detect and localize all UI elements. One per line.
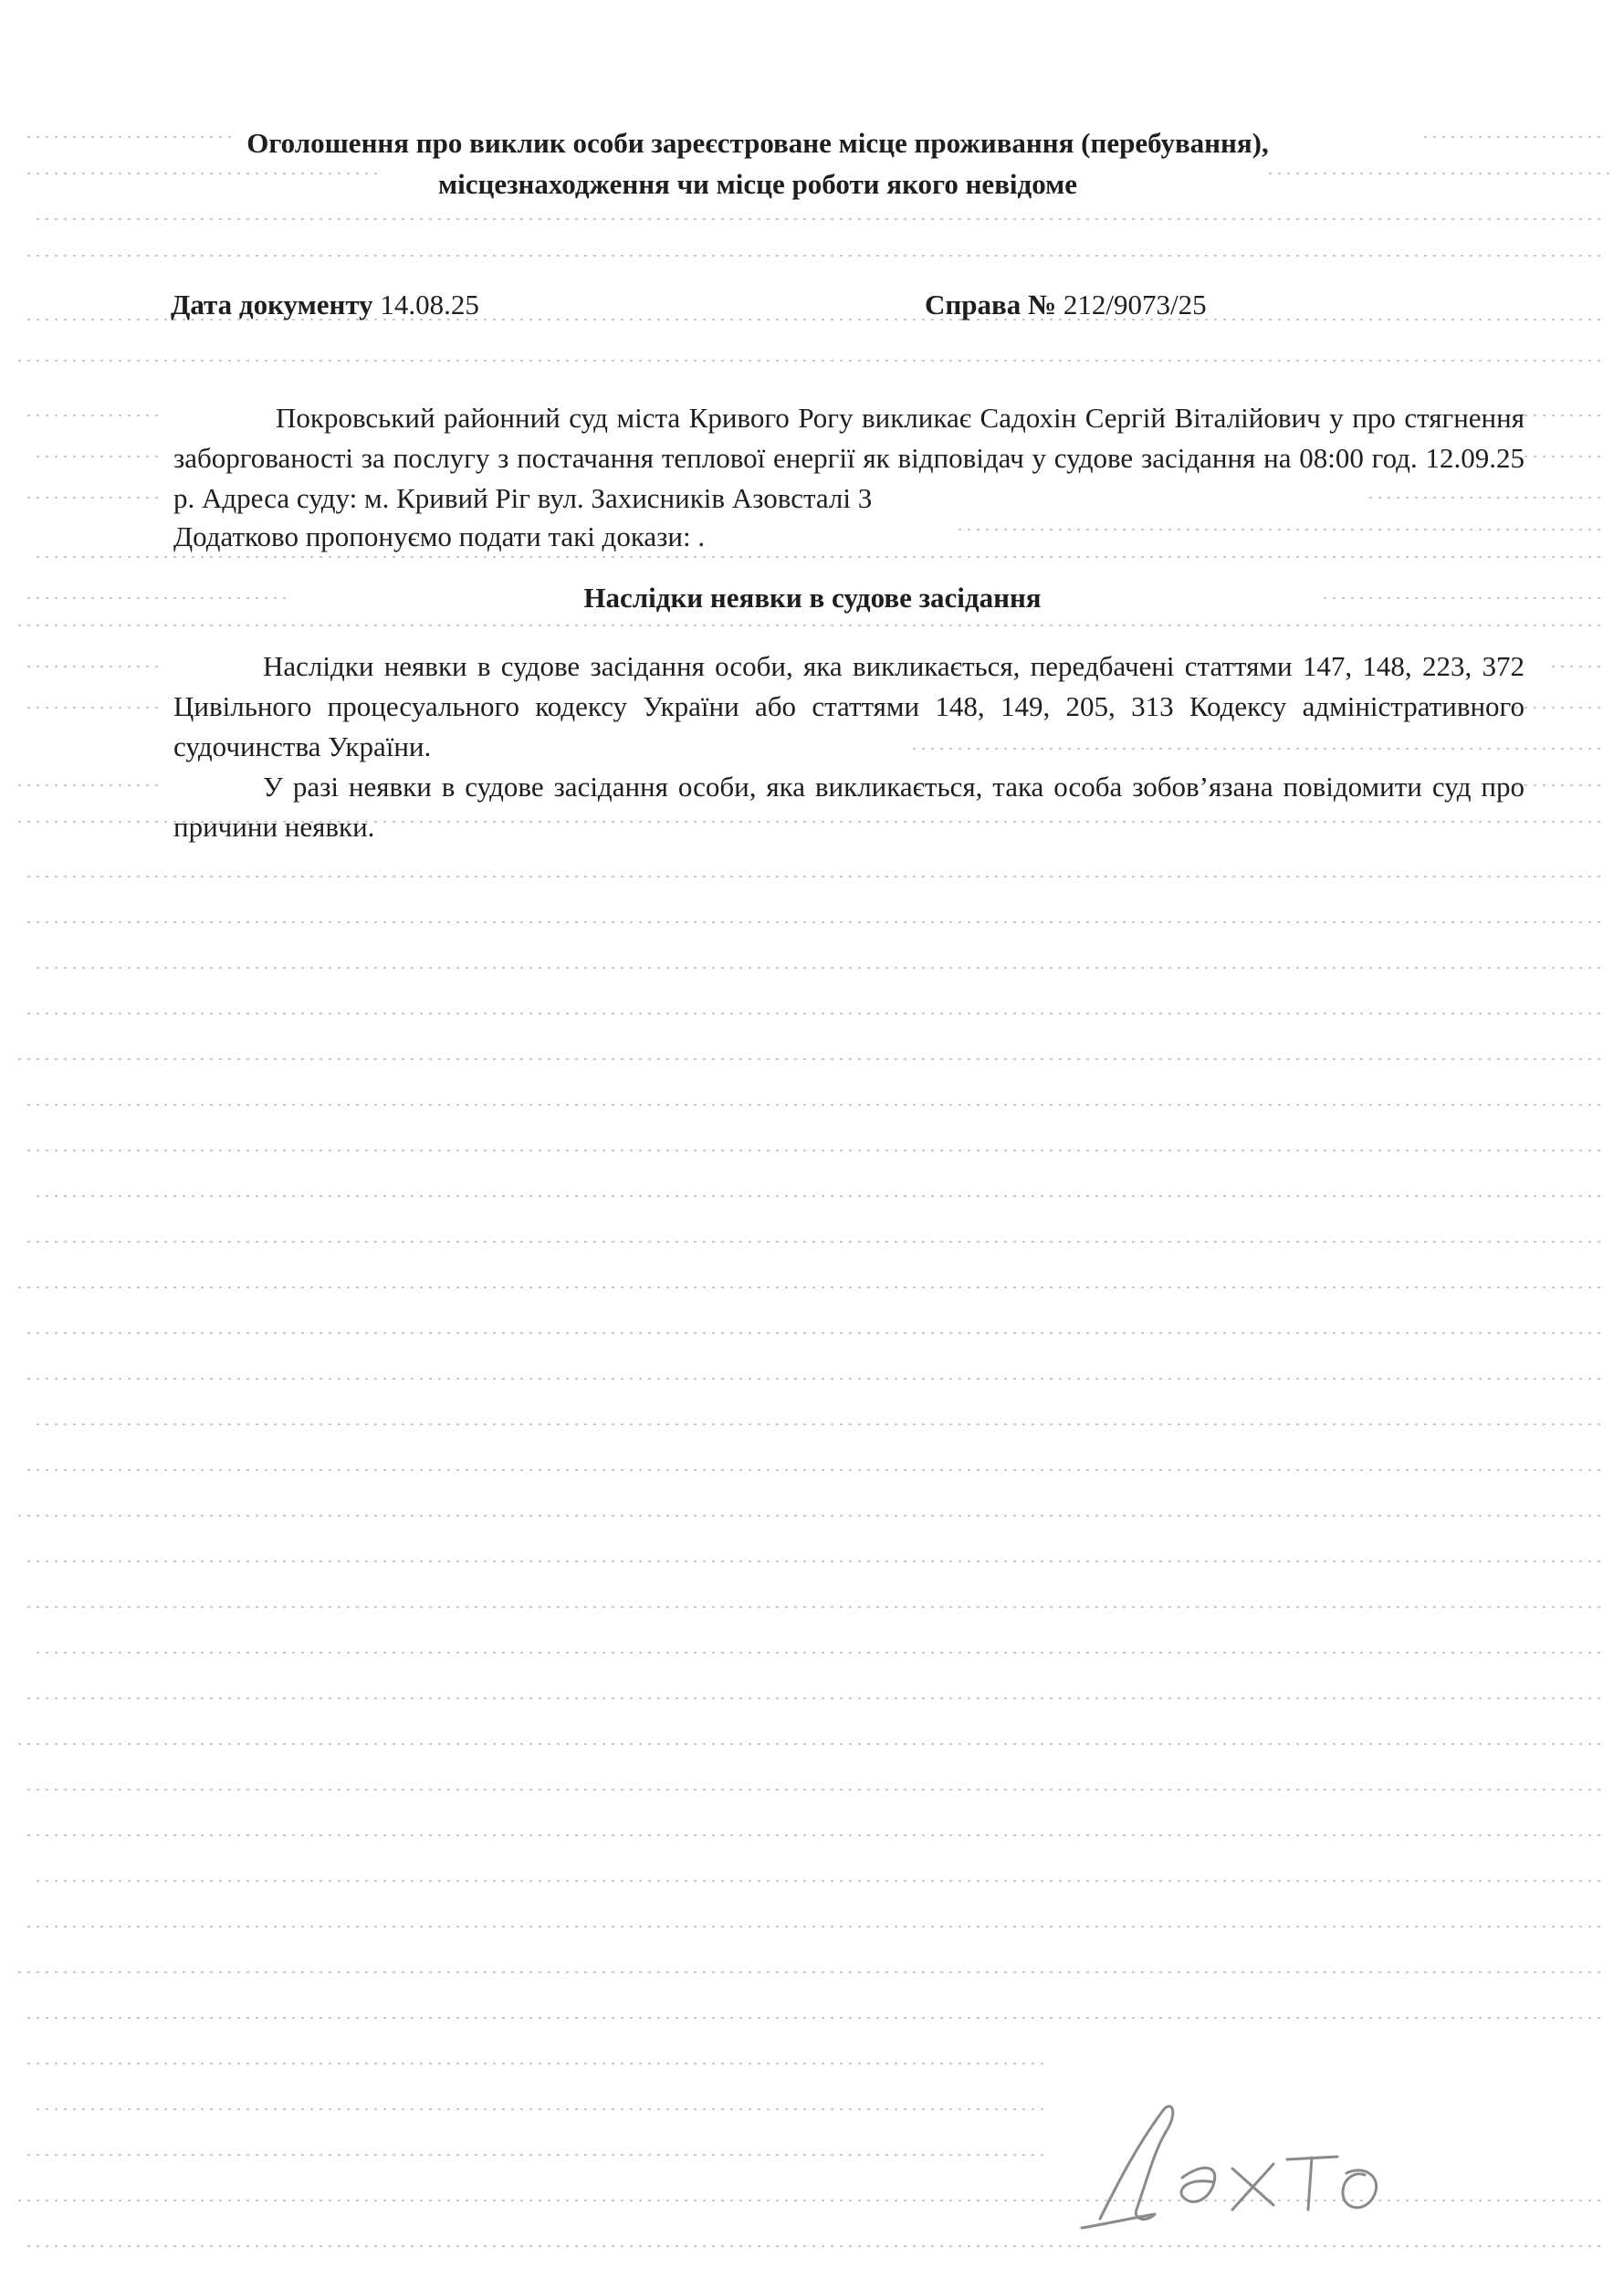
- notification-paragraph: У разі неявки в судове засідання особи, яка викликається, така особа зобов’язана повідомити суд про причини неявки.: [173, 771, 1524, 843]
- case-number-value: 212/9073/25: [1063, 289, 1207, 320]
- handwritten-signature: [1063, 2073, 1392, 2246]
- case-number-label: Справа №: [925, 289, 1057, 320]
- document-date-label: Дата документу: [171, 289, 373, 320]
- document-date: [171, 289, 479, 321]
- notice-title-line-2: місцезнаходження чи місце роботи якого невідоме: [437, 168, 1078, 200]
- consequences-paragraph: Наслідки неявки в судове засідання особи, яка викликається, передбачені статтями 147, 148, 223, 372 Цивільного процесуального кодексу України або статтями 148, 149, 205, 313 Кодексу адміністративного судочинства України.: [173, 650, 1524, 762]
- document-date-value: 14.08.25: [380, 289, 479, 320]
- case-number: [925, 289, 1207, 321]
- summons-paragraph: Покровський районний суд міста Кривого Рогу викликає Садохін Сергій Віталійович у про стягнення заборгованості за послугу з постачання теплової енергії як відповідач у судове засідання на 08:00 год. 12.09.25 р. Адреса суду: м. Кривий Ріг вул. Захисників Азовсталі 3: [173, 402, 1524, 514]
- evidence-paragraph: Додатково пропонуємо подати такі докази: .: [173, 520, 706, 552]
- consequences-heading: Наслідки неявки в судове засідання: [583, 582, 1042, 614]
- notice-title-line-1: Оголошення про виклик особи зареєстроване місце проживання (перебування),: [246, 127, 1269, 159]
